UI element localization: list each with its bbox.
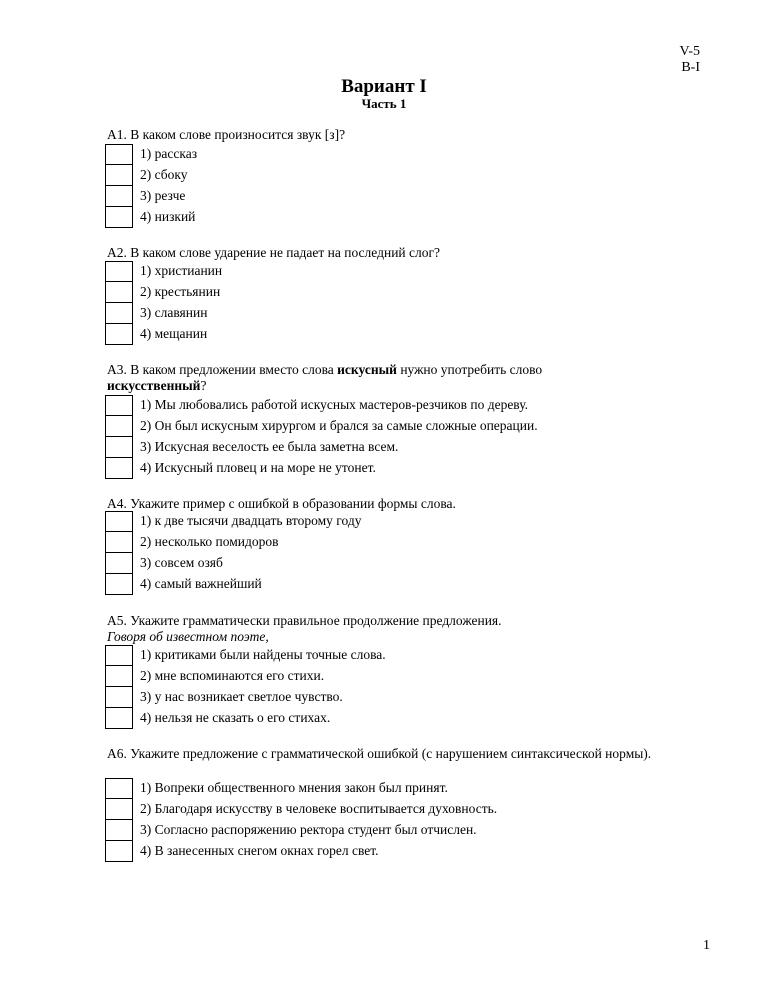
option-label: 4) Искусный пловец и на море не утонет. [140,460,376,475]
answer-checkbox[interactable] [105,416,133,437]
answer-checkbox[interactable] [105,687,133,708]
option-label: 4) мещанин [140,326,208,341]
answer-checkbox[interactable] [105,511,133,532]
answer-checkbox[interactable] [105,778,133,799]
question-a2-text: А2. В каком слове ударение не падает на последний слог? [107,245,441,260]
option-label: 2) Он был искусным хирургом и брался за самые сложные операции. [140,418,538,433]
question-a3-text [107,362,707,394]
question-a5-prompt: А5. Укажите грамматически правильное продолжение предложения. [107,613,502,628]
option-label: 2) несколько помидоров [140,534,279,549]
answer-checkbox[interactable] [105,645,133,666]
answer-checkbox[interactable] [105,324,133,345]
answer-checkbox[interactable] [105,165,133,186]
answer-checkbox[interactable] [105,261,133,282]
answer-checkbox[interactable] [105,282,133,303]
question-a5-sentence-start: Говоря об известном поэте, [107,629,269,644]
question-a3-text-mid: нужно употребить слово [396,362,543,377]
option-label: 2) крестьянин [140,284,221,299]
option-label: 3) резче [140,188,186,203]
answer-checkbox[interactable] [105,437,133,458]
option-label: 1) рассказ [140,146,198,161]
page-number: 1 [703,938,710,953]
answer-checkbox[interactable] [105,553,133,574]
option-label: 4) самый важнейший [140,576,262,591]
answer-checkbox[interactable] [105,532,133,553]
page-title: Вариант I [341,76,427,97]
answer-checkbox[interactable] [105,841,133,862]
option-label: 3) совсем озяб [140,555,223,570]
answer-checkbox[interactable] [105,458,133,479]
answer-checkbox[interactable] [105,395,133,416]
part-title: Часть 1 [361,96,407,111]
variant-code [680,44,701,76]
option-label: 2) сбоку [140,167,188,182]
answer-checkbox[interactable] [105,186,133,207]
answer-checkbox[interactable] [105,574,133,595]
option-label: 4) нельзя не сказать о его стихах. [140,710,331,725]
option-label: 1) критиками были найдены точные слова. [140,647,386,662]
question-a5-text [107,613,707,645]
answer-checkbox[interactable] [105,799,133,820]
answer-checkbox[interactable] [105,207,133,228]
option-label: 4) В занесенных снегом окнах горел свет. [140,843,379,858]
option-label: 1) Мы любовались работой искусных мастеров-резчиков по дереву. [140,397,528,412]
variant-code-line-2: В-I [681,60,700,75]
option-label: 3) Искусная веселость ее была заметна всем. [140,439,399,454]
question-a4-text: А4. Укажите пример с ошибкой в образовании формы слова. [107,496,456,511]
answer-checkbox[interactable] [105,144,133,165]
option-label: 3) у нас возникает светлое чувство. [140,689,343,704]
option-label: 2) мне вспоминаются его стихи. [140,668,325,683]
question-a1-text: А1. В каком слове произносится звук [з]? [107,127,346,142]
answer-checkbox[interactable] [105,820,133,841]
answer-checkbox[interactable] [105,666,133,687]
option-label: 3) славянин [140,305,208,320]
answer-checkbox[interactable] [105,708,133,729]
option-label: 3) Согласно распоряжению ректора студент был отчислен. [140,822,477,837]
option-label: 2) Благодаря искусству в человеке воспитывается духовность. [140,801,498,816]
option-label: 1) Вопреки общественного мнения закон был принят. [140,780,448,795]
question-a6-text: А6. Укажите предложение с грамматической ошибкой (с нарушением синтаксической нормы). [107,746,652,761]
variant-code-line-1: V-5 [679,44,700,59]
question-a3-text-pre: А3. В каком предложении вместо слова [107,362,338,377]
question-a3-word-2: искусственный [107,378,201,393]
question-a3-text-post: ? [200,378,207,393]
answer-checkbox[interactable] [105,303,133,324]
option-label: 1) христианин [140,263,223,278]
question-a3-word-1: искусный [337,362,397,377]
option-label: 4) низкий [140,209,196,224]
option-label: 1) к две тысячи двадцать второму году [140,513,362,528]
